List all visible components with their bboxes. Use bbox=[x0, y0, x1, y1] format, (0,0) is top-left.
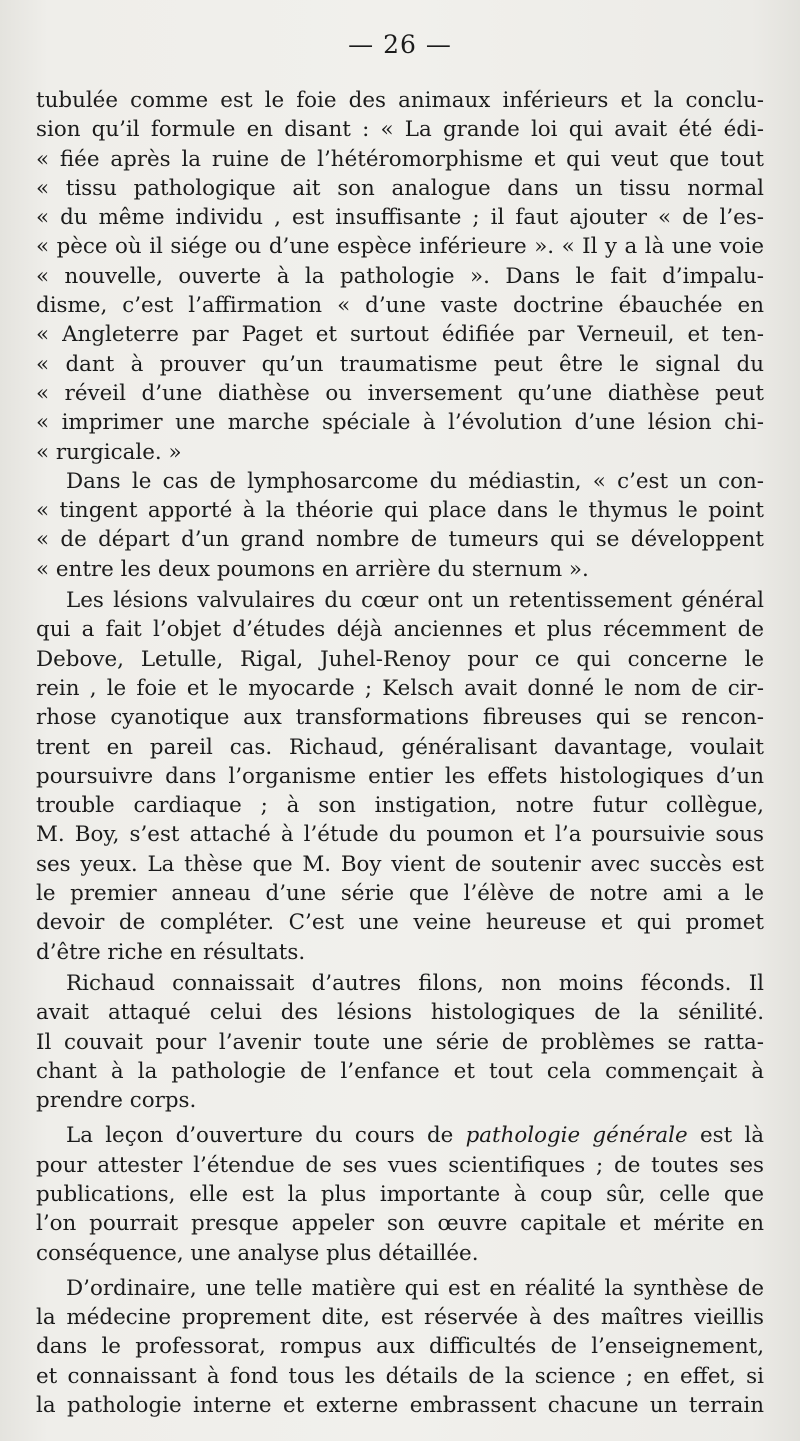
text-line: « du même individu , est insuffisante ; il faut ajouter « de l’es- bbox=[36, 205, 764, 231]
text-line: pour attester l’étendue de ses vues scientifiques ; de toutes ses bbox=[36, 1152, 764, 1178]
text-line: ses yeux. La thèse que M. Boy vient de soutenir avec succès est bbox=[36, 851, 764, 877]
text-fragment: est là bbox=[699, 1123, 764, 1149]
text-line: « Angleterre par Paget et surtout édifiée par Verneuil, et ten- bbox=[36, 322, 764, 348]
text-line: publications, elle est la plus importante à coup sûr, celle que bbox=[36, 1181, 764, 1207]
page-number: — 26 — bbox=[348, 30, 452, 59]
italic-term: pathologie générale bbox=[465, 1123, 688, 1149]
paragraph-start: Richaud connaissait d’autres filons, non moins féconds. Il bbox=[66, 970, 764, 996]
text-line: d’être riche en résultats. bbox=[36, 939, 306, 965]
paragraph-start: Dans le cas de lymphosarcome du médiastin, « c’est un con- bbox=[66, 468, 764, 494]
text-line: dans le professorat, rompus aux difficultés de l’enseignement, bbox=[36, 1334, 764, 1360]
text-line: « imprimer une marche spéciale à l’évolution d’une lésion chi- bbox=[36, 410, 764, 436]
text-line: « dant à prouver qu’un traumatisme peut être le signal du bbox=[36, 351, 764, 377]
text-line: et connaissant à fond tous les détails de la science ; en effet, si bbox=[36, 1363, 764, 1389]
text-line: prendre corps. bbox=[36, 1088, 197, 1114]
paragraph-start bbox=[36, 1121, 764, 1150]
text-fragment: La leçon d’ouverture du cours de bbox=[66, 1123, 454, 1149]
text-line: avait attaqué celui des lésions histologiques de la sénilité. bbox=[36, 1000, 764, 1026]
text-line: Il couvait pour l’avenir toute une série de problèmes se ratta- bbox=[36, 1029, 764, 1055]
text-line: « pèce où il siége ou d’une espèce inférieure ». « Il y a là une voie bbox=[36, 234, 764, 260]
text-line: « tingent apporté à la théorie qui place dans le thymus le point bbox=[36, 498, 764, 524]
text-line: « fiée après la ruine de l’hétéromorphisme et qui veut que tout bbox=[36, 146, 764, 172]
text-line: la médecine proprement dite, est réservée à des maîtres vieillis bbox=[36, 1305, 764, 1331]
text-line: qui a fait l’objet d’études déjà anciennes et plus récemment de bbox=[36, 617, 764, 643]
text-line: « de départ d’un grand nombre de tumeurs qui se développent bbox=[36, 527, 764, 553]
body-text bbox=[36, 86, 764, 1420]
text-line: devoir de compléter. C’est une veine heureuse et qui promet bbox=[36, 910, 764, 936]
text-line: rhose cyanotique aux transformations fibreuses qui se rencon- bbox=[36, 705, 764, 731]
text-line: disme, c’est l’affirmation « d’une vaste doctrine ébauchée en bbox=[36, 293, 764, 319]
text-line: « rurgicale. » bbox=[36, 439, 182, 465]
text-line: l’on pourrait presque appeler son œuvre capitale et mérite en bbox=[36, 1211, 764, 1237]
paragraph-start: Les lésions valvulaires du cœur ont un retentissement général bbox=[66, 588, 764, 614]
text-line: trent en pareil cas. Richaud, généralisant davantage, voulait bbox=[36, 734, 764, 760]
text-line: « tissu pathologique ait son analogue dans un tissu normal bbox=[36, 175, 764, 201]
text-line: « nouvelle, ouverte à la pathologie ». Dans le fait d’impalu- bbox=[36, 263, 764, 289]
text-line: M. Boy, s’est attaché à l’étude du poumon et l’a poursuivie sous bbox=[36, 822, 764, 848]
text-line: « réveil d’une diathèse ou inversement qu’une diathèse peut bbox=[36, 380, 764, 406]
text-line: conséquence, une analyse plus détaillée. bbox=[36, 1240, 479, 1266]
text-line: chant à la pathologie de l’enfance et tout cela commençait à bbox=[36, 1058, 764, 1084]
text-line: sion qu’il formule en disant : « La grande loi qui avait été édi- bbox=[36, 117, 764, 143]
paragraph-start: D’ordinaire, une telle matière qui est en réalité la synthèse de bbox=[66, 1275, 764, 1301]
text-line: tubulée comme est le foie des animaux inférieurs et la conclu- bbox=[36, 88, 764, 113]
text-line: poursuivre dans l’organisme entier les effets histologiques d’un bbox=[36, 763, 764, 789]
text-line: trouble cardiaque ; à son instigation, notre futur collègue, bbox=[36, 793, 764, 819]
text-line: Debove, Letulle, Rigal, Juhel-Renoy pour ce qui concerne le bbox=[36, 646, 764, 672]
text-line: rein , le foie et le myocarde ; Kelsch avait donné le nom de cir- bbox=[36, 675, 764, 701]
text-line: le premier anneau d’une série que l’élève de notre ami a le bbox=[36, 881, 764, 907]
text-line: la pathologie interne et externe embrassent chacune un terrain bbox=[36, 1393, 764, 1419]
text-line: « entre les deux poumons en arrière du sternum ». bbox=[36, 556, 589, 582]
